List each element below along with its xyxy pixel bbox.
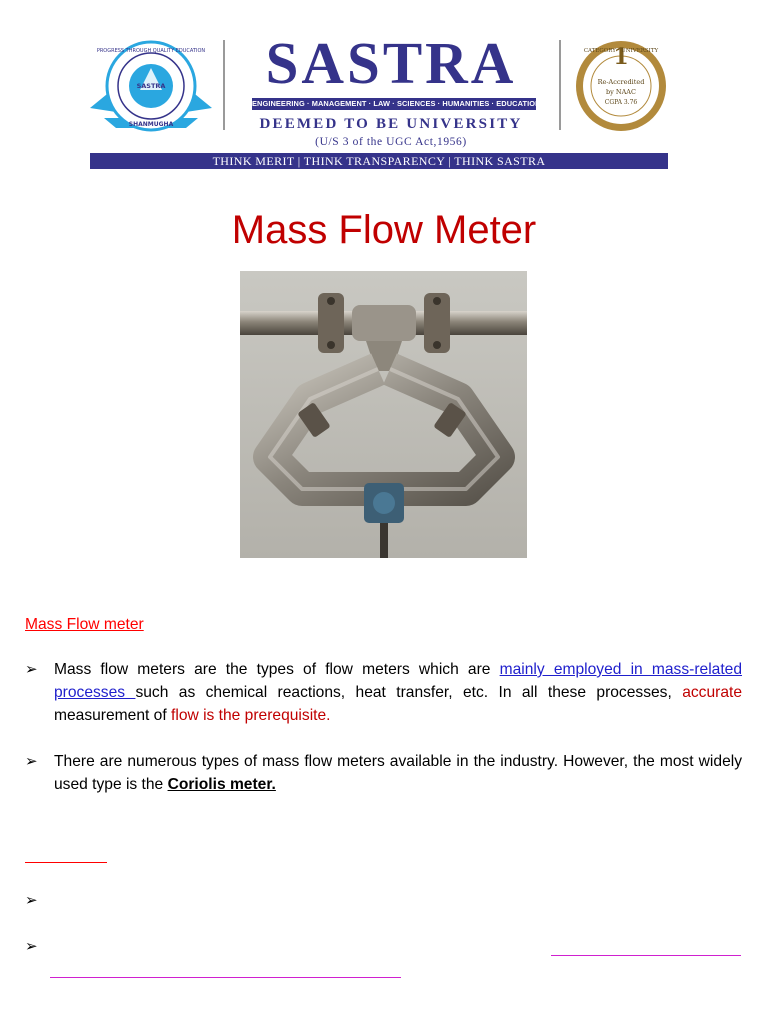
paragraph-text: There are numerous types of mass flow meters available in the industry. However, the most widely used type is the	[54, 753, 742, 793]
svg-text:CGPA 3.76: CGPA 3.76	[604, 99, 638, 106]
header-divider-right	[559, 40, 561, 130]
page-title: Mass Flow Meter	[231, 208, 537, 252]
bullet-arrow-icon: ➢	[25, 938, 38, 955]
sastra-emblem-logo	[90, 38, 212, 138]
coriolis-meter-term: Coriolis meter.	[167, 776, 276, 793]
ugc-act-line: (U/S 3 of the UGC Act,1956)	[315, 136, 467, 148]
svg-text:SASTRA: SASTRA	[136, 82, 166, 90]
bullet-arrow-icon: ➢	[25, 892, 38, 909]
svg-text:1: 1	[613, 44, 629, 70]
svg-text:Re-Accredited: Re-Accredited	[597, 78, 645, 86]
empty-link-underline	[551, 955, 741, 956]
svg-text:CATEGORY · UNIVERSITY: CATEGORY · UNIVERSITY	[583, 48, 659, 54]
paragraph-mass-flow-definition	[54, 658, 742, 727]
empty-link-underline	[50, 977, 401, 978]
svg-text:PROGRESS THROUGH QUALITY EDUCA: PROGRESS THROUGH QUALITY EDUCATION	[96, 48, 206, 54]
deemed-university-line: DEEMED TO BE UNIVERSITY	[259, 116, 523, 132]
university-name: SASTRA	[265, 30, 517, 96]
tagline-band: THINK MERIT | THINK TRANSPARENCY | THINK SASTRA	[90, 153, 668, 169]
paragraph-coriolis	[54, 750, 742, 796]
svg-text:by NAAC: by NAAC	[606, 88, 636, 96]
bullet-arrow-icon: ➢	[25, 661, 38, 678]
emphasis-prerequisite: flow is the prerequisite.	[171, 707, 331, 724]
paragraph-text: such as chemical reactions, heat transfer, etc. In all these processes,	[135, 684, 683, 701]
disciplines-strip: ENGINEERING · MANAGEMENT · LAW · SCIENCES · HUMANITIES · EDUCATION	[252, 99, 541, 108]
svg-text:SHANMUGHA: SHANMUGHA	[128, 121, 174, 128]
section-heading: Mass Flow meter	[25, 616, 144, 633]
coriolis-meter-photo	[240, 271, 527, 558]
bullet-arrow-icon: ➢	[25, 753, 38, 770]
mass-related-processes-link[interactable]: mainly employed in mass-related processes	[54, 661, 743, 701]
empty-heading-underline	[25, 862, 107, 863]
paragraph-text: Mass flow meters are the types of flow meters which are	[54, 661, 500, 678]
naac-category-seal	[574, 38, 668, 134]
paragraph-text: measurement of	[54, 707, 172, 724]
emphasis-accurate: accurate	[682, 684, 742, 701]
